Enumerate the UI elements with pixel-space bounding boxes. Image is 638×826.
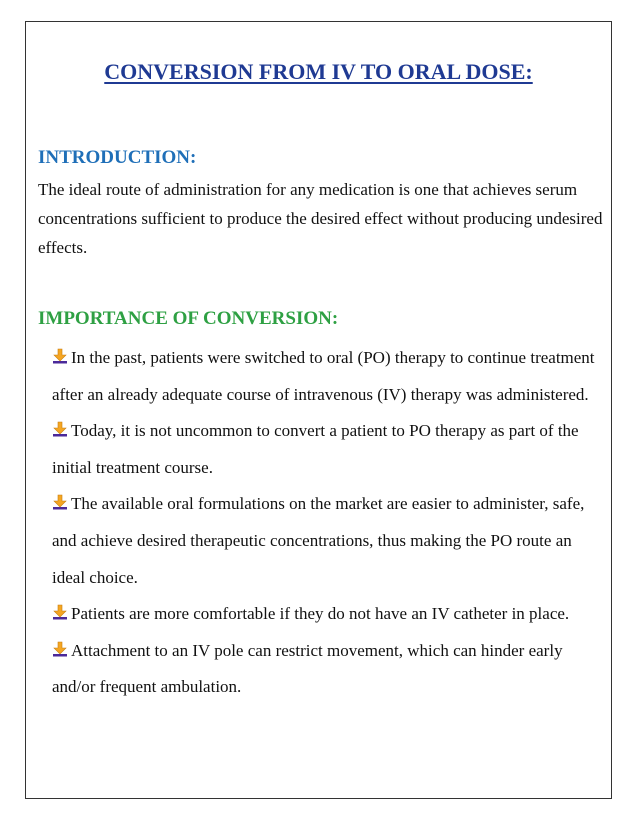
importance-heading: IMPORTANCE OF CONVERSION: — [38, 308, 339, 329]
list-item — [52, 340, 604, 413]
list-item — [52, 486, 604, 596]
list-item-text: Today, it is not uncommon to convert a patient to PO therapy as part of the initial treatment course. — [52, 421, 579, 477]
list-item — [52, 413, 604, 486]
down-arrow-bullet-icon — [52, 414, 68, 430]
introduction-text: The ideal route of administration for any medication is one that achieves serum concentrations sufficient to produce the desired effect without producing undesired effects. — [38, 180, 603, 257]
down-arrow-bullet-icon — [52, 487, 68, 503]
list-item-text: The available oral formulations on the market are easier to administer, safe, and achieve desired therapeutic concentrations, thus making the PO route an ideal choice. — [52, 494, 585, 587]
importance-list — [52, 340, 604, 706]
down-arrow-bullet-icon — [52, 634, 68, 650]
list-item-text: In the past, patients were switched to oral (PO) therapy to continue treatment after an already adequate course of intravenous (IV) therapy was administered. — [52, 348, 595, 404]
list-item-text: Attachment to an IV pole can restrict movement, which can hinder early and/or frequent ambulation. — [52, 640, 563, 697]
document-title: CONVERSION FROM IV TO ORAL DOSE: — [104, 59, 533, 84]
introduction-heading: INTRODUCTION: — [38, 147, 197, 168]
list-item-text: Patients are more comfortable if they do not have an IV catheter in place. — [71, 604, 570, 624]
list-item — [52, 633, 604, 706]
down-arrow-bullet-icon — [52, 341, 68, 357]
down-arrow-bullet-icon — [52, 597, 68, 613]
list-item — [52, 596, 604, 633]
